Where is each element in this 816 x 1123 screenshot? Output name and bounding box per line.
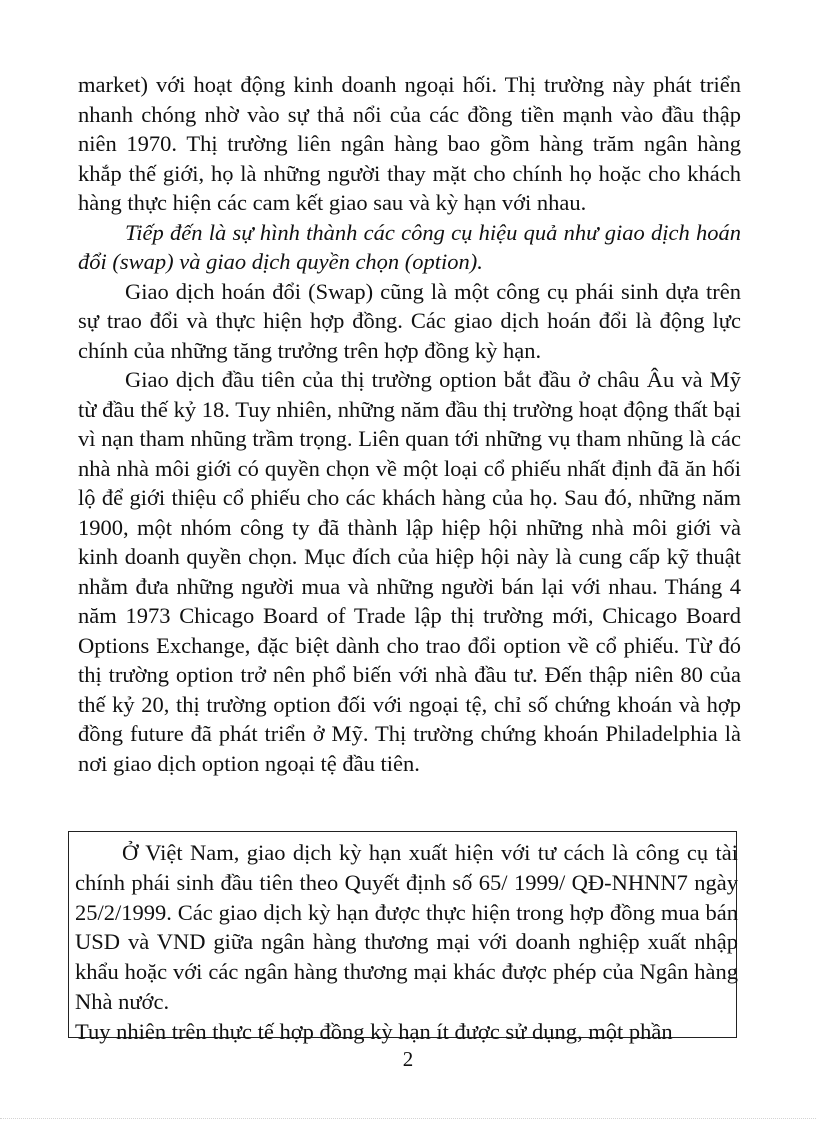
paragraph-vietnam-usage: Tuy nhiên trên thực tế hợp đồng kỳ hạn ít được sử dụng, một phần	[75, 1018, 673, 1044]
document-body	[78, 70, 741, 778]
vietnam-note-box	[68, 831, 738, 1044]
bottom-divider	[0, 1118, 816, 1119]
paragraph-vietnam-forward: Ở Việt Nam, giao dịch kỳ hạn xuất hiện với tư cách là công cụ tài chính phái sinh đầu tiên theo Quyết định số 65/ 1999/ QĐ-NHNN7 ngày 25/2/1999. Các giao dịch kỳ hạn được thực hiện trong hợp đồng mua bán USD và VND giữa ngân hàng thương mại với doanh nghiệp xuất nhập khẩu hoặc với các ngân hàng thương mại khác được phép của Ngân hàng Nhà nước.	[75, 840, 738, 1014]
paragraph-option-history: Giao dịch đầu tiên của thị trường option bắt đầu ở châu Âu và Mỹ từ đầu thế kỷ 18. Tuy nhiên, những năm đầu thị trường hoạt động thất bại vì nạn tham nhũng trầm trọng. Liên quan tới những vụ tham nhũng là các nhà nhà môi giới có quyền chọn về một loại cổ phiếu nhất định đã ăn hối lộ để giới thiệu cổ phiếu cho các khách hàng của họ. Sau đó, những năm 1900, một nhóm công ty đã thành lập hiệp hội những nhà môi giới và kinh doanh quyền chọn. Mục đích của hiệp hội này là cung cấp kỹ thuật nhằm đưa những người mua và những người bán lại với nhau. Tháng 4 năm 1973 Chicago Board of Trade lập thị trường mới, Chicago Board Options Exchange, đặc biệt dành cho trao đổi option về cổ phiếu. Từ đó thị trường option trở nên phổ biến với nhà đầu tư. Đến thập niên 80 của thế kỷ 20, thị trường option đối với ngoại tệ, chỉ số chứng khoán và hợp đồng future đã phát triển ở Mỹ. Thị trường chứng khoán Philadelphia là nơi giao dịch option ngoại tệ đầu tiên.	[78, 367, 741, 776]
paragraph-swap: Giao dịch hoán đổi (Swap) cũng là một công cụ phái sinh dựa trên sự trao đổi và thực hiện hợp đồng. Các giao dịch hoán đổi là động lực chính của những tăng trưởng trên hợp đồng kỳ hạn.	[78, 278, 741, 363]
page-number: 2	[402, 1047, 414, 1071]
paragraph-swap-option-intro: Tiếp đến là sự hình thành các công cụ hiệu quả như giao dịch hoán đổi (swap) và giao dịch quyền chọn (option).	[78, 219, 741, 274]
paragraph-forex-market: market) với hoạt động kinh doanh ngoại hối. Thị trường này phát triển nhanh chóng nhờ vào sự thả nổi của các đồng tiền mạnh vào đầu thập niên 1970. Thị trường liên ngân hàng bao gồm hàng trăm ngân hàng khắp thế giới, họ là những người thay mặt cho chính họ hoặc cho khách hàng thực hiện các cam kết giao sau và kỳ hạn với nhau.	[78, 72, 741, 215]
